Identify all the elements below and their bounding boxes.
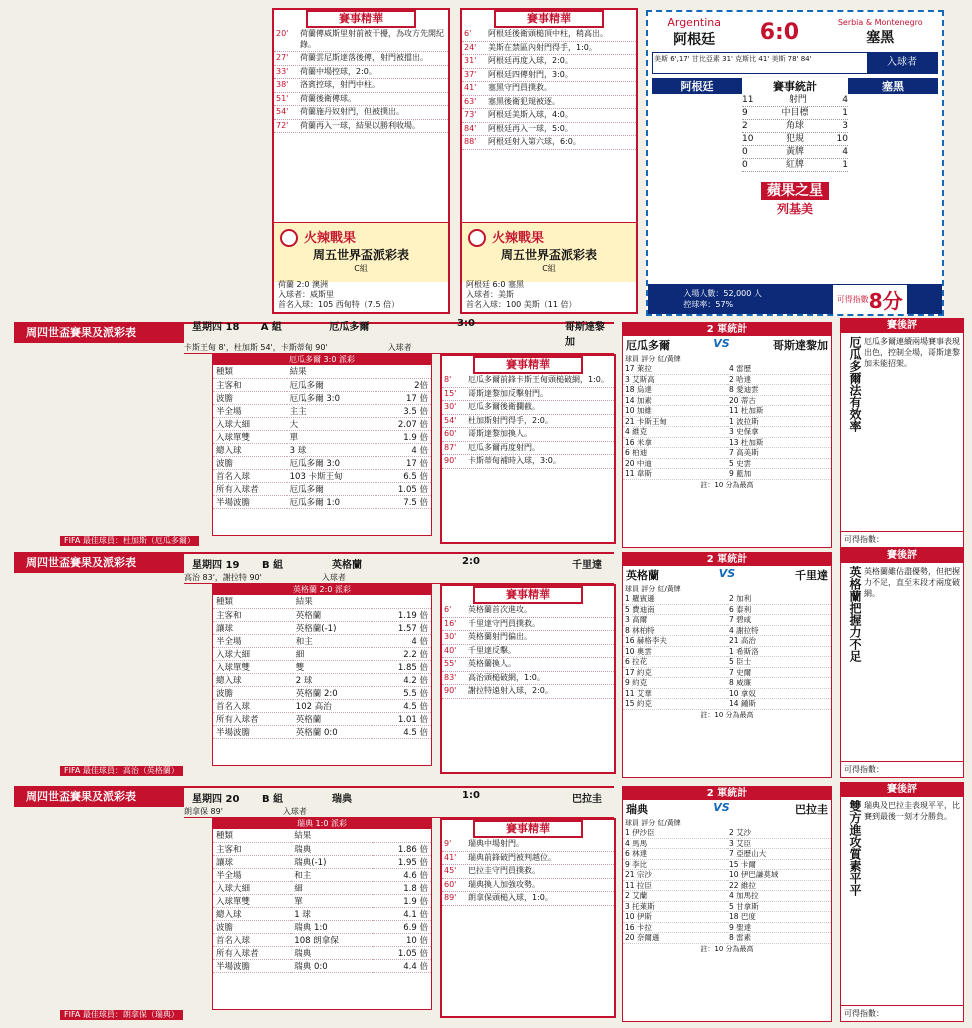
odds-row: 總入球 3 球 4 倍	[213, 443, 431, 456]
review-rating: 可得指數：	[841, 1005, 963, 1021]
post-match-review	[840, 318, 964, 548]
odds-title: 厄瓜多爾 3:0 派彩	[213, 355, 431, 365]
player-row: 11 拉臣	[623, 881, 727, 892]
event-text: 荷蘭施丹奴射門，但被撲出。	[300, 107, 404, 116]
banner-title: 火辣戰果	[304, 231, 357, 246]
attendance: 入場人數：52,000 人	[683, 289, 762, 298]
odds-row: 主客和 厄瓜多爾 2倍	[213, 378, 431, 391]
highlight-item: 60' 瑞典換人加強攻勢。	[442, 879, 614, 893]
section-tag: 周四世盃賽果及派彩表	[14, 553, 184, 573]
player-row: 16 米拿	[623, 438, 727, 449]
player-row: 1 羅賓遜	[623, 594, 727, 605]
stat-row: 2 角球 3	[742, 121, 848, 131]
scorers-row	[184, 573, 614, 584]
highlights-title: 賽事精華	[494, 10, 604, 28]
highlight-item: 15' 哥斯達黎加反擊射門。	[442, 388, 614, 402]
highlight-item	[462, 109, 636, 123]
player-row: 8 愛迪雲	[727, 385, 831, 396]
star-player: 列基美	[776, 202, 813, 216]
review-title: 賽後評	[841, 319, 963, 333]
stat-row: 11 射門 4	[742, 95, 848, 105]
match-highlights	[440, 354, 616, 544]
minute: 51'	[276, 93, 289, 103]
player-row: 5 史雲	[727, 459, 831, 470]
player-row: 10 伊巴謙莫域	[727, 870, 831, 881]
team-a-en: Argentina	[667, 15, 722, 29]
scorers-row	[184, 807, 614, 818]
player-row: 9 藍加	[727, 469, 831, 480]
odds-row: 種類 結果	[213, 365, 431, 378]
player-row: 6 泰利	[727, 605, 831, 616]
footer-line: 阿根廷 6:0 塞黑	[466, 280, 524, 289]
player-row: 20 奈爾遜	[623, 933, 727, 944]
minute: 31'	[464, 56, 477, 65]
player-row: 21 宗沙	[623, 870, 727, 881]
stat-row: 0 黃牌 4	[742, 147, 848, 157]
scorers: 高治 83'，謝拉特 90'	[184, 573, 262, 582]
player-row: 2 加利	[727, 594, 831, 605]
player-row: 18 巴度	[727, 912, 831, 923]
highlight-item: 41' 瑞典前鋒破門被判越位。	[442, 852, 614, 866]
highlight-item: 89' 朗拿保頭槌入球，1:0。	[442, 892, 614, 906]
minute: 20'	[276, 29, 289, 38]
player-ratings: 2 軍統計 厄瓜多爾 VS 哥斯達黎加 球員 評分 紅/黃牌 17 萊拉 4 雷歷 3 艾斯高 2 哈達 18 烏達 8 愛迪雲 14 加素 20 蒂古 10 加維 11 杜加斯 21 卡斯王甸 1 波拉斯 4 維克 3 史保拿 16 米拿 13 杜加斯 6 柏迪 7 高美斯 20 中迪 5 史雲 11 韋斯 9 藍加 註：10 分為最高	[622, 322, 832, 548]
footer-line: 入球者：美斯	[466, 290, 514, 299]
ratings-note: 註：10 分為最高	[700, 944, 754, 953]
highlight-item	[274, 66, 448, 80]
odds-row: 讓球 英格蘭(-1) 1.57 倍	[213, 621, 431, 634]
fifa-best-player: FIFA 最佳球員：朗拿保（瑞典）	[60, 1010, 183, 1020]
away-team: 千里達	[572, 559, 602, 571]
minute: 72'	[276, 120, 289, 130]
minute: 33'	[276, 66, 289, 76]
highlight-item	[462, 136, 636, 150]
football-icon	[280, 229, 298, 247]
highlight-item: 90' 謝拉特遠射入球，2:0。	[442, 685, 614, 699]
player-row: 7 亞歷山大	[727, 849, 831, 860]
ratings-title: 2 軍統計	[623, 323, 831, 336]
highlight-item	[274, 52, 448, 66]
scorers-label: 入球者	[387, 343, 412, 352]
event-text: 荷蘭後衛傳球。	[300, 93, 356, 103]
highlight-item: 40' 千里達反擊。	[442, 645, 614, 659]
odds-row: 讓球 瑞典(-1) 1.95 倍	[213, 855, 431, 868]
player-row: 10 伊斯	[623, 912, 727, 923]
event-text: 荷蘭雲尼斯達落後傳，射門被擋出。	[300, 53, 428, 62]
event-text: 荷蘭再入一球，結果以勝利收場。	[300, 120, 420, 130]
player-row: 7 史爾	[727, 668, 831, 679]
highlights-list	[274, 28, 448, 133]
event-text: 阿根廷四傳射門，3:0。	[488, 69, 573, 79]
event-text: 荷蘭傳威斯里射前被干擾，為攻方先開紀錄。	[300, 29, 444, 49]
player-row: 10 奧雲	[623, 647, 727, 658]
player-row: 6 林達	[623, 849, 727, 860]
match-score: 1:0	[462, 789, 480, 801]
minute: 37'	[464, 69, 477, 79]
fifa-best-player: FIFA 最佳球員：高治（英格蘭）	[60, 766, 183, 776]
scorers: 朗拿保 89'	[184, 807, 223, 816]
review-text: 厄瓜多爾連續兩場賽事表現出色，控制全場，哥斯達黎加未能招架。	[864, 337, 960, 368]
odds-row: 波膽 厄瓜多爾 3:0 17 倍	[213, 391, 431, 404]
event-text: 阿根廷再入一球，5:0。	[488, 123, 573, 133]
ratings-note: 註：10 分為最高	[700, 480, 754, 489]
footer-line: 入球者：威斯里	[278, 290, 334, 299]
player-row: 1 希斯洛	[727, 647, 831, 658]
odds-row: 主客和 瑞典 1.86 倍	[213, 842, 431, 855]
player-row: 3 艾臣	[727, 839, 831, 850]
highlight-item: 16' 千里達守門員撲救。	[442, 618, 614, 632]
player-row: 2 哈達	[727, 375, 831, 386]
highlight-item: 90' 卡斯蒂甸補時入球，3:0。	[442, 455, 614, 469]
home-team: 瑞典	[332, 793, 352, 805]
highlight-item: 54' 杜加斯射門得手，2:0。	[442, 415, 614, 429]
player-row: 3 托萊斯	[623, 902, 727, 913]
stat-row: 9 中目標 1	[742, 108, 848, 118]
football-icon	[468, 229, 486, 247]
player-row: 18 烏達	[623, 385, 727, 396]
odds-row: 所有入球者 英格蘭 1.01 倍	[213, 712, 431, 725]
review-title: 賽後評	[841, 783, 963, 797]
review-headline: 雙方進攻質素平平	[848, 800, 862, 896]
event-text: 美斯在禁區內射門得手，1:0。	[488, 42, 597, 52]
team-a-header: 阿根廷	[652, 78, 742, 94]
banner-title: 火辣戰果	[492, 231, 545, 246]
footer-line: 首名入球：105 西甸特（7.5 倍）	[278, 300, 400, 309]
scorers: 卡斯王甸 8'，杜加斯 54'，卡斯蒂甸 90'	[184, 343, 328, 352]
match-group: A 組	[260, 322, 282, 333]
scorers-row	[184, 343, 614, 354]
highlight-item: 30' 厄瓜多爾後衛攔截。	[442, 401, 614, 415]
away-team: 巴拉圭	[572, 793, 602, 805]
review-text: 瑞典及巴拉圭表現平平，比賽到最後一刻才分勝負。	[864, 801, 960, 821]
highlights-list	[462, 28, 636, 150]
player-row: 9 約克	[623, 678, 727, 689]
odds-table	[212, 584, 432, 766]
stats-header: 賽事統計	[773, 80, 817, 93]
player-row: 11 艾華	[623, 689, 727, 700]
payout-footer	[278, 280, 444, 310]
scorers-list: 美斯 6',17' 甘比亞素 31' 克斯比 41' 美斯 78' 84'	[654, 55, 812, 63]
home-team: 英格蘭	[332, 559, 362, 571]
minute: 63'	[464, 96, 477, 106]
results-banner	[274, 222, 448, 282]
event-text: 洛賓控球，射門中柱。	[300, 80, 380, 89]
odds-row: 種類 結果	[213, 829, 431, 842]
ratings-columns: 球員 評分 紅/黃牌	[625, 355, 681, 363]
event-text: 阿根廷後衛頭槌頂中柱，稍高出。	[488, 29, 608, 38]
player-row: 7 碧咸	[727, 615, 831, 626]
player-row: 7 高美斯	[727, 448, 831, 459]
player-row: 9 聖達	[727, 923, 831, 934]
section-tag: 周四世盃賽果及派彩表	[14, 787, 184, 807]
scoreboard	[646, 10, 944, 316]
ratings-title: 2 軍統計	[623, 787, 831, 800]
player-row: 21 高治	[727, 636, 831, 647]
minute: 41'	[464, 83, 477, 92]
odds-row: 波膽 英格蘭 2:0 5.5 倍	[213, 686, 431, 699]
player-ratings: 2 軍統計 英格蘭 VS 千里達 球員 評分 紅/黃牌 1 羅賓遜 2 加利 5 費迪南 6 泰利 3 高爾 7 碧咸 8 林柏特 4 謝拉特 16 赫格李夫 21 高治 10 奧雲 1 希斯洛 6 拉花 5 臣士 17 約克 7 史爾 9 約克 8 威廉 11 艾華 10 拿奴 15 約克 14 鍾斯 註：10 分為最高	[622, 552, 832, 778]
player-row: 5 費迪南	[623, 605, 727, 616]
highlight-item: 6' 英格蘭首次進攻。	[442, 604, 614, 618]
match-header	[14, 786, 614, 806]
review-text: 英格蘭雖佔盡優勢，但把握力不足，直至末段才兩度破網。	[864, 567, 960, 598]
odds-row: 總入球 1 球 4.1 倍	[213, 907, 431, 920]
player-row: 17 約克	[623, 668, 727, 679]
highlight-item	[462, 42, 636, 56]
odds-row: 入球大細 大 2.07 倍	[213, 417, 431, 430]
match-highlights	[440, 818, 616, 1018]
highlight-item	[462, 123, 636, 137]
odds-row: 半場波膽 瑞典 0:0 4.4 倍	[213, 959, 431, 972]
highlight-item: 60' 哥斯達黎加換人。	[442, 428, 614, 442]
match-group: B 組	[262, 559, 284, 571]
match-stats	[742, 94, 848, 172]
event-text: 阿根廷再度入球，2:0。	[488, 56, 573, 65]
player-row: 6 拉花	[623, 657, 727, 668]
possession: 控球率：57%	[683, 300, 734, 309]
odds-row: 入球單雙 單 1.9 倍	[213, 894, 431, 907]
highlight-item	[274, 79, 448, 93]
minute: 24'	[464, 42, 477, 52]
player-row: 9 李比	[623, 860, 727, 871]
player-row: 10 加維	[623, 406, 727, 417]
odds-row: 半全場 主主 3.5 倍	[213, 404, 431, 417]
player-row: 14 鍾斯	[727, 699, 831, 710]
player-row: 4 馬馬	[623, 839, 727, 850]
player-row: 4 加馬拉	[727, 891, 831, 902]
odds-row: 半場波膽 英格蘭 0:0 4.5 倍	[213, 725, 431, 738]
odds-row: 半全場 和主 4 倍	[213, 634, 431, 647]
stat-row: 0 紅牌 1	[742, 160, 848, 170]
player-row: 15 卡爾	[727, 860, 831, 871]
highlights-title: 賽事精華	[473, 356, 583, 374]
highlight-item: 87' 厄瓜多爾再度射門。	[442, 442, 614, 456]
stat-row: 10 犯規 10	[742, 134, 848, 144]
player-row: 4 雷歷	[727, 364, 831, 375]
odds-table	[212, 354, 432, 536]
vs-icon: VS	[718, 567, 736, 580]
highlight-item: 45' 巴拉圭守門員撲救。	[442, 865, 614, 879]
player-row: 21 卡斯王甸	[623, 417, 727, 428]
footer-line: 荷蘭 2:0 澳洲	[278, 280, 328, 289]
match-score: 2:0	[462, 555, 480, 567]
highlight-item: 8' 厄瓜多爾前鋒卡斯王甸頭槌破網，1:0。	[442, 374, 614, 388]
odds-title: 英格蘭 2:0 派彩	[213, 585, 431, 595]
odds-row: 種類 結果	[213, 595, 431, 608]
odds-row: 波膽 瑞典 1:0 6.9 倍	[213, 920, 431, 933]
post-match-review	[840, 782, 964, 1022]
player-row: 3 艾斯高	[623, 375, 727, 386]
minute: 27'	[276, 53, 289, 62]
highlights-title: 賽事精華	[473, 820, 583, 838]
match-day: 星期四 18	[192, 322, 240, 333]
post-match-review	[840, 548, 964, 778]
player-row: 13 杜加斯	[727, 438, 831, 449]
player-ratings: 2 軍統計 瑞典 VS 巴拉圭 球員 評分 紅/黃牌 1 伊沙臣 2 艾沙 4 馬馬 3 艾臣 6 林達 7 亞歷山大 9 李比 15 卡爾 21 宗沙 10 伊巴謙莫域 11 拉臣 22 維拉 2 艾蘭 4 加馬拉 3 托萊斯 5 甘拿斯 10 伊斯 18 巴度 16 卡拉 9 聖達 20 奈爾遜 8 雷素 註：10 分為最高	[622, 786, 832, 1022]
ratings-note: 註：10 分為最高	[700, 710, 754, 719]
odds-table	[212, 818, 432, 1010]
banner-group: C組	[354, 264, 368, 273]
top-highlights-mid	[460, 8, 638, 314]
event-text: 阿根廷射入第六球，6:0。	[488, 137, 581, 146]
player-row: 16 赫格李夫	[623, 636, 727, 647]
player-row: 5 甘拿斯	[727, 902, 831, 913]
highlights-title: 賽事精華	[473, 586, 583, 604]
vs-icon: VS	[713, 801, 730, 814]
ratings-columns: 球員 評分 紅/黃牌	[625, 819, 681, 827]
odds-row: 入球單雙 單 1.9 倍	[213, 430, 431, 443]
player-row: 5 臣士	[727, 657, 831, 668]
player-row: 11 韋斯	[623, 469, 727, 480]
event-text: 塞黑守門員撲救。	[488, 83, 552, 92]
player-row: 1 波拉斯	[727, 417, 831, 428]
highlight-item	[462, 96, 636, 110]
highlight-item	[274, 28, 448, 52]
section-tag: 周四世盃賽果及派彩表	[14, 323, 184, 343]
event-text: 塞黑後衛犯規被逐。	[488, 96, 560, 106]
highlight-item	[462, 55, 636, 69]
player-row: 2 艾蘭	[623, 891, 727, 902]
minute: 88'	[464, 137, 477, 146]
highlight-item	[274, 106, 448, 120]
match-day: 星期四 20	[192, 793, 240, 805]
match-day: 星期四 19	[192, 559, 240, 571]
banner-group: C組	[542, 264, 556, 273]
odds-row: 首名入球 103 卡斯王甸 6.5 倍	[213, 469, 431, 482]
player-row: 3 史保拿	[727, 427, 831, 438]
highlights-title: 賽事精華	[306, 10, 416, 28]
player-row: 14 加素	[623, 396, 727, 407]
odds-row: 波膽 厄瓜多爾 3:0 17 倍	[213, 456, 431, 469]
player-row: 22 維拉	[727, 881, 831, 892]
player-row: 8 威廉	[727, 678, 831, 689]
odds-row: 所有入球者 瑞典 1.05 倍	[213, 946, 431, 959]
highlight-item	[462, 82, 636, 96]
player-row: 8 林柏特	[623, 626, 727, 637]
player-row: 4 謝拉特	[727, 626, 831, 637]
highlight-item	[274, 120, 448, 134]
highlight-item: 55' 英格蘭換人。	[442, 658, 614, 672]
odds-row: 半場波膽 厄瓜多爾 1:0 7.5 倍	[213, 495, 431, 508]
team-a: 阿根廷	[673, 31, 716, 48]
minute: 6'	[464, 29, 472, 38]
highlight-item: 9' 瑞典中場射門。	[442, 838, 614, 852]
player-row: 3 高爾	[623, 615, 727, 626]
rating-value: 8分	[868, 288, 903, 313]
highlight-item	[462, 28, 636, 42]
review-title: 賽後評	[841, 549, 963, 563]
match-header	[14, 552, 614, 572]
review-rating: 可得指數：	[841, 531, 963, 547]
review-headline: 英格蘭把握力不足	[848, 566, 862, 662]
highlight-item: 30' 英格蘭射門偏出。	[442, 631, 614, 645]
player-row: 17 萊拉	[623, 364, 727, 375]
top-highlights-left	[272, 8, 450, 314]
minute: 73'	[464, 110, 477, 119]
review-headline: 厄瓜多爾法有效率	[848, 336, 862, 432]
player-row: 6 柏迪	[623, 448, 727, 459]
ratings-columns: 球員 評分 紅/黃牌	[625, 585, 681, 593]
highlight-item	[274, 93, 448, 107]
minute: 54'	[276, 107, 289, 116]
fifa-best-player: FIFA 最佳球員：杜加斯（厄瓜多爾）	[60, 536, 199, 546]
highlight-item: 83' 高治頭槌破網，1:0。	[442, 672, 614, 686]
odds-row: 主客和 英格蘭 1.19 倍	[213, 608, 431, 621]
event-text: 荷蘭中場控球，2:0。	[300, 66, 377, 76]
player-row: 1 伊沙臣	[623, 828, 727, 839]
home-team: 厄瓜多爾	[329, 322, 370, 333]
player-row: 20 蒂古	[727, 396, 831, 407]
final-score: 6:0	[759, 19, 800, 45]
player-row: 11 杜加斯	[727, 406, 831, 417]
rating-label: 可得指數	[836, 294, 869, 304]
scorers-label: 入球者	[321, 573, 346, 582]
player-row: 8 雷素	[727, 933, 831, 944]
odds-row: 總入球 2 球 4.2 倍	[213, 673, 431, 686]
event-text: 阿根廷美斯入球，4:0。	[488, 110, 573, 119]
star-of-match: 蘋果之星	[761, 182, 829, 200]
player-row: 2 艾沙	[727, 828, 831, 839]
odds-row: 首名入球 102 高治 4.5 倍	[213, 699, 431, 712]
team-b-header: 塞黑	[848, 78, 938, 94]
player-row: 16 卡拉	[623, 923, 727, 934]
away-team: 哥斯達黎加	[564, 322, 605, 348]
footer-line: 首名入球：100 美斯（11 倍）	[466, 300, 577, 309]
banner-subtitle: 周五世界盃派彩表	[312, 248, 409, 262]
minute: 38'	[276, 80, 289, 89]
match-highlights	[440, 584, 616, 774]
highlight-item	[462, 69, 636, 83]
team-b-en: Serbia & Montenegro	[837, 17, 923, 27]
scorers-label: 入球者	[282, 807, 307, 816]
odds-row: 入球大細 細 2.2 倍	[213, 647, 431, 660]
payout-footer	[466, 280, 632, 310]
review-rating: 可得指數：	[841, 761, 963, 777]
match-group: B 組	[262, 793, 284, 805]
player-row: 20 中迪	[623, 459, 727, 470]
odds-row: 入球大細 細 1.8 倍	[213, 881, 431, 894]
ratings-title: 2 軍統計	[623, 553, 831, 566]
banner-subtitle: 周五世界盃派彩表	[500, 248, 597, 262]
odds-row: 所有入球者 厄瓜多爾 1.05 倍	[213, 482, 431, 495]
odds-title: 瑞典 1:0 派彩	[213, 819, 431, 829]
scorers-label: 入球者	[867, 53, 937, 73]
vs-icon: VS	[713, 337, 730, 350]
minute: 84'	[464, 123, 477, 133]
player-row: 4 維克	[623, 427, 727, 438]
match-score: 3:0	[456, 318, 475, 329]
player-row: 15 約克	[623, 699, 727, 710]
results-banner	[462, 222, 636, 282]
odds-row: 首名入球 108 朗拿保 10 倍	[213, 933, 431, 946]
team-b: 塞黑	[866, 29, 895, 46]
odds-row: 半全場 和主 4.6 倍	[213, 868, 431, 881]
player-row: 10 拿奴	[727, 689, 831, 700]
odds-row: 入球單雙 雙 1.85 倍	[213, 660, 431, 673]
